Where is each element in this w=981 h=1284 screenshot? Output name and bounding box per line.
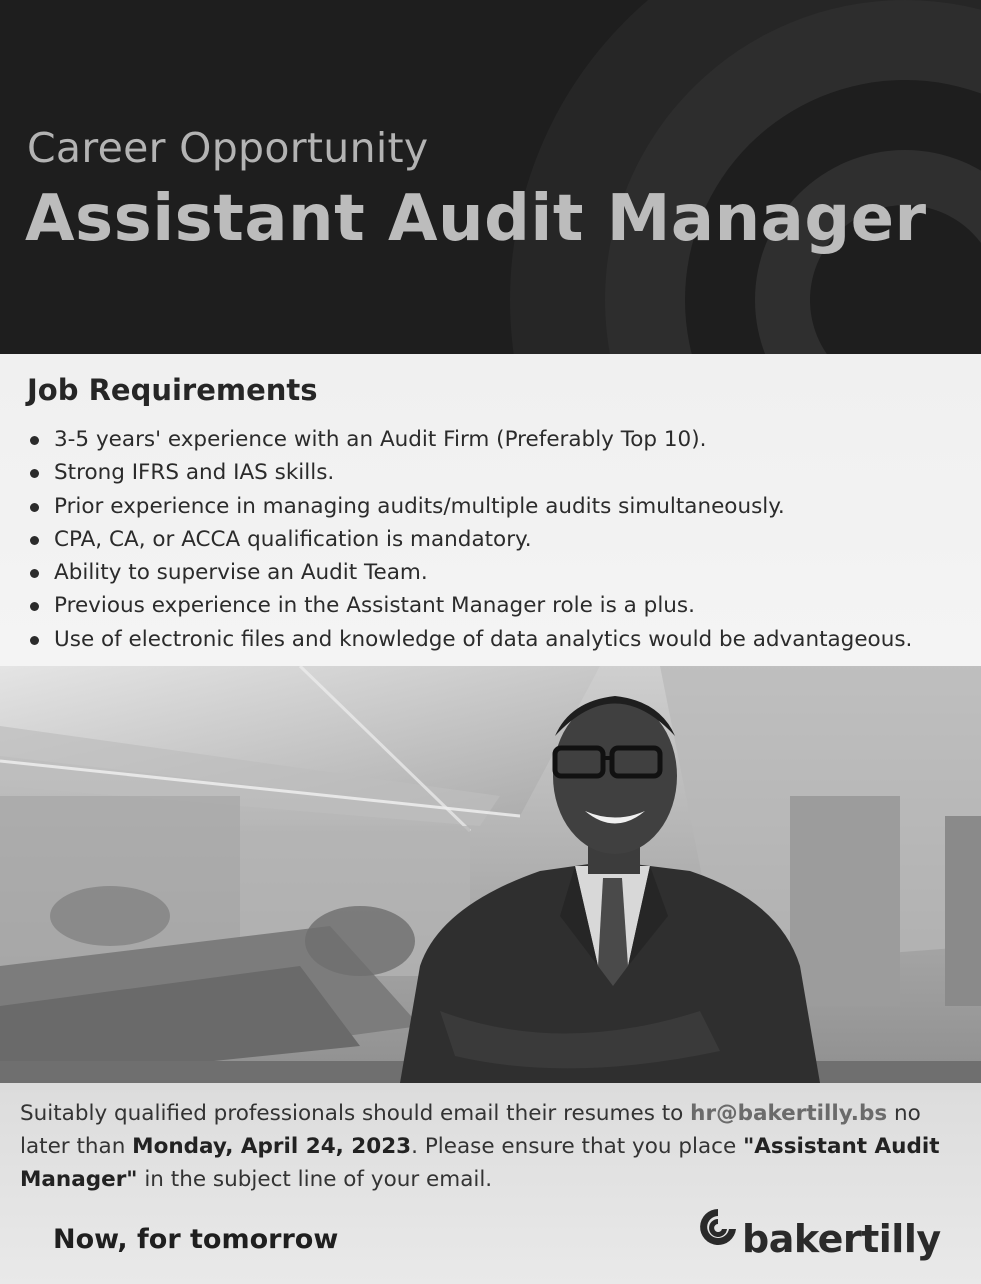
requirements-heading: Job Requirements	[27, 373, 318, 407]
bullet-icon	[30, 636, 39, 645]
bullet-icon	[30, 503, 39, 512]
list-item: Use of electronic files and knowledge of data analytics would be advantageous.	[27, 623, 912, 656]
email-subject: "Assistant Audit Manager"	[20, 1134, 940, 1192]
bakertilly-swirl-icon	[696, 1205, 740, 1255]
list-item: Previous experience in the Assistant Manager role is a plus.	[27, 589, 912, 622]
bullet-icon	[30, 469, 39, 478]
list-item: Ability to supervise an Audit Team.	[27, 556, 912, 589]
list-item: Strong IFRS and IAS skills.	[27, 456, 912, 489]
footer-section	[0, 1083, 981, 1284]
businessman-photo-icon	[0, 666, 981, 1083]
list-item: CPA, CA, or ACCA qualification is mandatory.	[27, 523, 912, 556]
bullet-icon	[30, 602, 39, 611]
header-banner	[0, 0, 981, 354]
list-item: Prior experience in managing audits/multiple audits simultaneously.	[27, 490, 912, 523]
logo-wordmark: bakertilly	[742, 1217, 941, 1261]
job-requirements-section	[0, 354, 981, 666]
deadline-date: Monday, April 24, 2023	[132, 1134, 412, 1159]
career-opportunity-label: Career Opportunity	[27, 124, 429, 172]
bullet-icon	[30, 569, 39, 578]
requirements-list	[27, 423, 912, 656]
email-link[interactable]: hr@bakertilly.bs	[690, 1101, 888, 1126]
bullet-icon	[30, 436, 39, 445]
businessman-photo	[0, 666, 981, 1083]
application-instructions: Suitably qualified professionals should email their resumes to hr@bakertilly.bs no later than Monday, April 24, 2023. Please ensure that you place "Assistant Audit Manager" in the subject line of your email.	[20, 1101, 940, 1192]
job-title: Assistant Audit Manager	[25, 182, 927, 256]
bakertilly-logo	[696, 1205, 941, 1271]
tagline: Now, for tomorrow	[53, 1224, 339, 1255]
list-item: 3-5 years' experience with an Audit Firm (Preferably Top 10).	[27, 423, 912, 456]
decorative-arcs-icon	[0, 0, 981, 354]
bullet-icon	[30, 536, 39, 545]
